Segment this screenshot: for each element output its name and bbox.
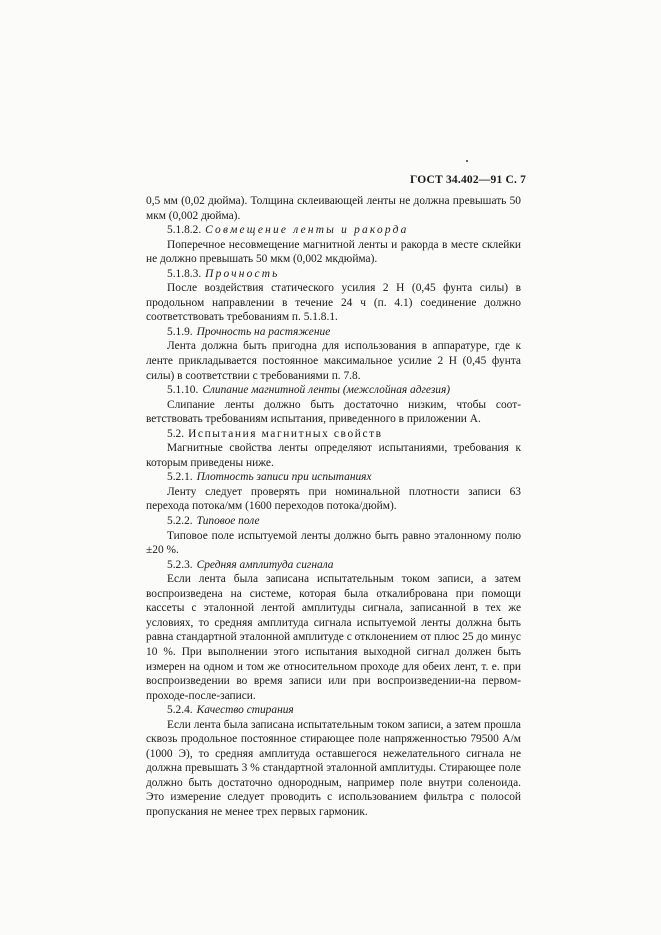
document-body [146,194,521,820]
paragraph-5-1-10: Слипание ленты должно быть достаточно низким, чтобы соответствовать требованиям испытания, приведенного в приложении А. [146,398,521,426]
section-heading-5-2-4: 5.2.4. Качество стирания [167,704,294,717]
paragraph-5-2-4: Если лента была записана испытательным током записи, а затем прошла сквозь продольное постоянное стирающее поле напряженностью 79500 А/м (1000 Э), то средняя амплитуда оставшегося нежелательного сигнала не должна превышать 3 % стандартной эталонной амплитуды. Стирающее поле должно быть достаточно однородным, например поле внутри соленоида. Это измерение следует проводить с использованием фильтра с полосой пропускания не менее трех первых гармоник. [146,718,521,818]
section-heading-5-1-8-3: 5.1.8.3. Прочность [167,267,280,280]
section-heading-5-2-3: 5.2.3. Средняя амплитуда сигнала [167,558,334,571]
paragraph-5-2-2: Типовое поле испытуемой ленты должно быть равно эталонному полю ±20 %. [146,529,521,557]
paragraph-5-1-9: Лента должна быть пригодна для использования в аппаратуре, где к ленте прикладывается постоянное максимальное усилие 2 Н (0,45 фунта силы) в соответствии с требованиями п. 7.8. [146,340,521,382]
paragraph-5-2-1: Ленту следует проверять при номинальной плотности записи 63 перехода потока/мм (1600 переходов потока/дюйм). [146,485,521,513]
paragraph-5-1-8-3: После воздействия статического усилия 2 Н (0,45 фунта силы) в продольном направлении в течение 24 ч (п. 4.1) соединение должно соответствовать требованиям п. 5.1.8.1. [146,282,521,324]
section-heading-5-1-10: 5.1.10. Слипание магнитной ленты (межслойная адгезия) [167,384,451,397]
paragraph-5-1-8-2: Поперечное несовмещение магнитной ленты и ракорда в месте склейки не должно превышать 50 мкм (0,002 мкдюйма). [146,238,521,266]
paragraph-5-2-3: Если лента была записана испытательным током записи, а затем воспроизведена на системе, которая была откалибрована при помощи кассеты с эталонной лентой амплитуды сигнала, записанной в тех же условиях, то средняя амплитуда сигнала испытуемой ленты должна быть равна стандартной эталонной амплитуде с отклонением от плюс 25 до минус 10 %. При выполнении этого испытания выходной сигнал должен быть измерен на одном и том же относительном проходе для обеих лент, т. е. при воспроизведении во время записи или при воспроизведении-на первом-проходе-после-записи. [146,573,521,702]
page-header: ГОСТ 34.402—91 С. 7 [410,174,527,186]
scan-dot [466,160,468,162]
section-heading-5-2: 5.2. Испытания магнитных свойств [167,427,383,440]
section-heading-5-2-1: 5.2.1. Плотность записи при испытаниях [167,471,372,484]
paragraph-5-2: Магнитные свойства ленты определяют испытаниями, требования к которым приведены ниже. [146,442,521,469]
section-heading-5-2-2: 5.2.2. Типовое поле [167,515,260,528]
paragraph-continuation: 0,5 мм (0,02 дюйма). Толщина склеивающей ленты не должна превышать 50 мкм (0,002 дюйма). [146,195,521,222]
section-heading-5-1-9: 5.1.9. Прочность на растяжение [167,325,331,338]
section-heading-5-1-8-2: 5.1.8.2. Совмещение ленты и ракорда [167,224,409,237]
